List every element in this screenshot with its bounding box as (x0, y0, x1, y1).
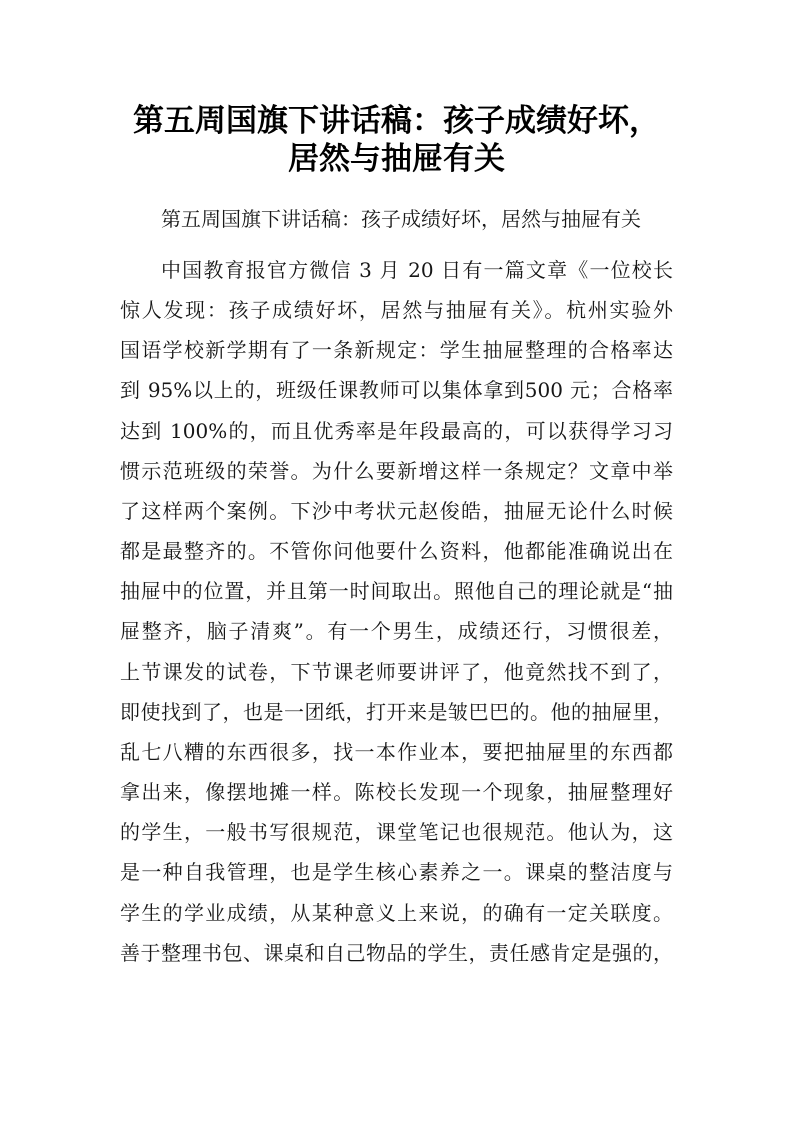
paragraph-line: 抽屉中的位置，并且第一时间取出。照他自己的理论就是“抽 (120, 579, 673, 603)
paragraph-line: 上节课发的试卷，下节课老师要讲评了，他竟然找不到了， (120, 660, 673, 684)
paragraph-line: 学生的学业成绩，从某种意义上来说，的确有一定关联度。 (120, 901, 673, 925)
paragraph-line: 中国教育报官方微信 3 月 20 日有一篇文章《一位校长 (161, 258, 673, 282)
document-title-line-2: 居然与抽屉有关 (288, 141, 505, 177)
document-title-line-1: 第五周国旗下讲话稿：孩子成绩好坏， (133, 103, 660, 139)
document-subtitle: 第五周国旗下讲话稿：孩子成绩好坏，居然与抽屉有关 (161, 207, 641, 231)
paragraph-line: 惊人发现：孩子成绩好坏，居然与抽屉有关》。杭州实验外 (120, 298, 673, 322)
paragraph-line: 惯示范班级的荣誉。为什么要新增这样一条规定？文章中举 (120, 459, 673, 483)
paragraph-line: 都是最整齐的。不管你问他要什么资料，他都能准确说出在 (120, 539, 673, 563)
paragraph-line: 屉整齐，脑子清爽”。有一个男生，成绩还行，习惯很差， (120, 619, 673, 643)
paragraph-line: 达到 100%的，而且优秀率是年段最高的，可以获得学习习 (120, 419, 673, 443)
paragraph-line: 了这样两个案例。下沙中考状元赵俊皓，抽屉无论什么时候 (120, 499, 673, 523)
paragraph-line: 到 95%以上的，班级任课教师可以集体拿到500 元；合格率 (120, 378, 673, 402)
paragraph-line: 善于整理书包、课桌和自己物品的学生，责任感肯定是强的， (120, 941, 673, 965)
paragraph-line: 即使找到了，也是一团纸，打开来是皱巴巴的。他的抽屉里， (120, 700, 673, 724)
paragraph-line: 拿出来，像摆地摊一样。陈校长发现一个现象，抽屉整理好 (120, 780, 673, 804)
paragraph-line: 是一种自我管理，也是学生核心素养之一。课桌的整洁度与 (120, 860, 673, 884)
paragraph-line: 国语学校新学期有了一条新规定：学生抽屉整理的合格率达 (120, 338, 673, 362)
paragraph-line: 乱七八糟的东西很多，找一本作业本，要把抽屉里的东西都 (120, 740, 673, 764)
paragraph-line: 的学生，一般书写很规范，课堂笔记也很规范。他认为，这 (120, 820, 673, 844)
